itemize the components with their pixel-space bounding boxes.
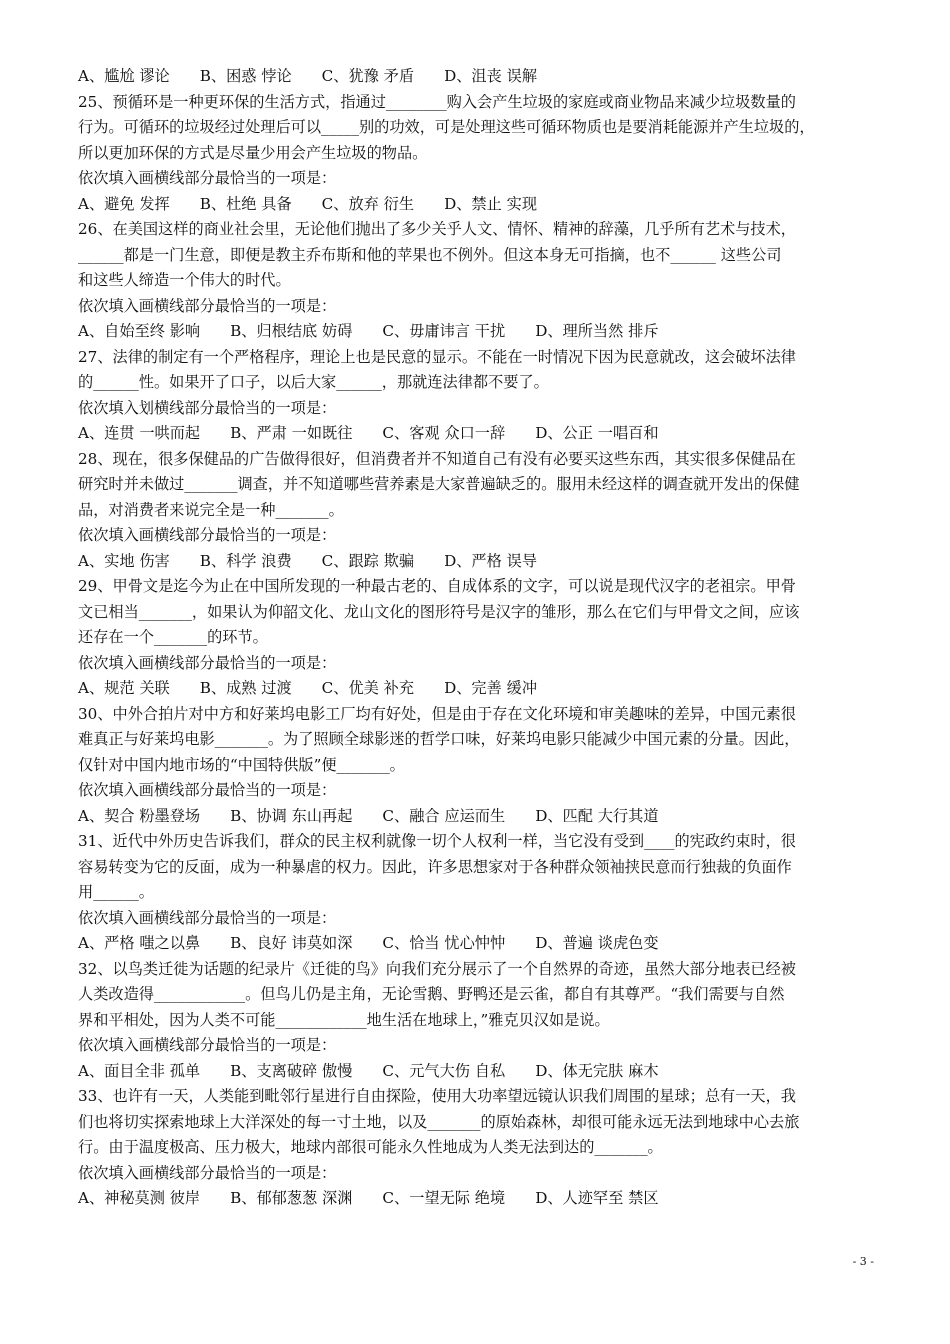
page-number: - 3 - bbox=[852, 1255, 874, 1268]
option: C、毋庸讳言 干扰 bbox=[382, 322, 506, 340]
question-text: 还存在一个_______的环节。 bbox=[78, 628, 268, 646]
q28-options bbox=[78, 549, 878, 575]
question-text: 文已相当_______，如果认为仰韶文化、龙山文化的图形符号是汉字的雏形，那么在它们与甲骨文之间，应该 bbox=[78, 602, 800, 621]
q33-options bbox=[78, 1186, 878, 1212]
question-text: 30、中外合拍片对中方和好莱坞电影工厂均有好处，但是由于存在文化环境和审美趣味的差异，中国元素很 bbox=[78, 704, 796, 723]
option: A、自始至终 影响 bbox=[78, 322, 201, 340]
option: D、人迹罕至 禁区 bbox=[535, 1189, 659, 1207]
option: C、元气大伤 自私 bbox=[382, 1061, 506, 1080]
option: C、客观 众口一辞 bbox=[382, 424, 506, 442]
question-text: 的______性。如果开了口子，以后大家______，那就连法律都不要了。 bbox=[78, 373, 549, 391]
option: D、体无完肤 麻木 bbox=[535, 1061, 659, 1080]
option: C、放弃 衍生 bbox=[321, 194, 415, 213]
question-text: 品，对消费者来说完全是一种_______。 bbox=[78, 500, 344, 519]
option: A、严格 嗤之以鼻 bbox=[78, 934, 201, 952]
question-text: 27、法律的制定有一个严格程序，理论上也是民意的显示。不能在一时情况下因为民意就改，这会破坏法律 bbox=[78, 347, 796, 366]
option: A、连贯 一哄而起 bbox=[78, 424, 201, 442]
option: D、完善 缓冲 bbox=[444, 679, 538, 697]
document-page bbox=[78, 64, 878, 1212]
question-text: 用______。 bbox=[78, 883, 154, 901]
question-text: 界和平相处，因为人类不可能____________地生活在地球上，”雅克贝汉如是说。 bbox=[78, 1010, 610, 1029]
question-text: 28、现在，很多保健品的广告做得很好，但消费者并不知道自己有没有必要买这些东西，其实很多保健品在 bbox=[78, 449, 796, 468]
question-prompt: 依次填入画横线部分最恰当的一项是： bbox=[78, 781, 337, 799]
q29-options bbox=[78, 676, 878, 702]
option: C、融合 应运而生 bbox=[382, 806, 506, 825]
option: A、实地 伤害 bbox=[78, 551, 170, 570]
option: A、规范 关联 bbox=[78, 679, 170, 697]
option: C、恰当 忧心忡忡 bbox=[382, 934, 506, 952]
option: B、严肃 一如既往 bbox=[230, 424, 353, 442]
option: C、一望无际 绝境 bbox=[382, 1189, 506, 1207]
question-text: 人类改造得____________。但鸟儿仍是主角，无论雪鹅、野鸭还是云雀，都自有其尊严。“我们需要与自然 bbox=[78, 985, 785, 1003]
q25-options bbox=[78, 192, 878, 218]
option: C、跟踪 欺骗 bbox=[321, 551, 415, 570]
question-text: 行。由于温度极高、压力极大，地球内部很可能永久性地成为人类无法到达的_______。 bbox=[78, 1138, 663, 1156]
option: C、优美 补充 bbox=[321, 679, 415, 697]
option: D、严格 误导 bbox=[444, 551, 538, 570]
option: B、困惑 悖论 bbox=[199, 67, 292, 85]
option: B、成熟 过渡 bbox=[199, 679, 292, 697]
q32-options bbox=[78, 1059, 878, 1085]
option: D、匹配 大行其道 bbox=[535, 806, 659, 825]
option: D、禁止 实现 bbox=[444, 194, 538, 213]
option: A、契合 粉墨登场 bbox=[78, 806, 201, 825]
question-prompt: 依次填入画横线部分最恰当的一项是： bbox=[78, 296, 337, 315]
question-text: 29、甲骨文是迄今为止在中国所发现的一种最古老的、自成体系的文字，可以说是现代汉字的老祖宗。甲骨 bbox=[78, 577, 796, 595]
question-prompt: 依次填入画横线部分最恰当的一项是： bbox=[78, 653, 337, 672]
option: B、支离破碎 傲慢 bbox=[230, 1061, 353, 1080]
question-text: 研究时并未做过_______调查，并不知道哪些营养素是大家普遍缺乏的。服用未经这样的调查就开发出的保健 bbox=[78, 475, 800, 493]
question-text: 33、也许有一天，人类能到毗邻行星进行自由探险，使用大功率望远镜认识我们周围的星球；总有一天，我 bbox=[78, 1087, 796, 1105]
question-text: ______都是一门生意，即便是教主乔布斯和他的苹果也不例外。但这本身无可指摘，也不______ 这些公司 bbox=[78, 245, 782, 264]
question-text: 行为。可循环的垃圾经过处理后可以_____别的功效，可是处理这些可循环物质也是要消耗能源并产生垃圾的， bbox=[78, 118, 815, 136]
option: A、尴尬 谬论 bbox=[78, 67, 170, 85]
question-text: 32、以鸟类迁徙为话题的纪录片《迁徙的鸟》向我们充分展示了一个自然界的奇迹，虽然大部分地表已经被 bbox=[78, 959, 796, 978]
option: A、避免 发挥 bbox=[78, 194, 170, 213]
question-prompt: 依次填入画横线部分最恰当的一项是： bbox=[78, 1036, 337, 1054]
q24-options bbox=[78, 64, 878, 90]
option: B、科学 浪费 bbox=[199, 551, 292, 570]
question-prompt: 依次填入画横线部分最恰当的一项是： bbox=[78, 526, 337, 544]
question-prompt: 依次填入划横线部分最恰当的一项是： bbox=[78, 398, 337, 417]
option: B、杜绝 具备 bbox=[199, 194, 292, 213]
question-text: 仅针对中国内地市场的“中国特供版”便_______。 bbox=[78, 755, 405, 774]
question-prompt: 依次填入画横线部分最恰当的一项是： bbox=[78, 908, 337, 927]
question-text: 26、在美国这样的商业社会里，无论他们抛出了多少关乎人文、情怀、精神的辞藻，几乎所有艺术与技术， bbox=[78, 220, 796, 238]
option: B、归根结底 妨碍 bbox=[230, 322, 353, 340]
question-text: 难真正与好莱坞电影_______。为了照顾全球影迷的哲学口味，好莱坞电影只能减少中国元素的分量。因此， bbox=[78, 730, 800, 748]
q27-options bbox=[78, 421, 878, 447]
q30-options bbox=[78, 804, 878, 830]
option: B、良好 讳莫如深 bbox=[230, 934, 353, 952]
option: C、犹豫 矛盾 bbox=[321, 67, 415, 85]
question-text: 和这些人缔造一个伟大的时代。 bbox=[78, 271, 291, 289]
question-text: 25、预循环是一种更环保的生活方式，指通过________购入会产生垃圾的家庭或商业物品来减少垃圾数量的 bbox=[78, 92, 796, 111]
option: D、理所当然 排斥 bbox=[535, 322, 659, 340]
option: A、神秘莫测 彼岸 bbox=[78, 1189, 201, 1207]
question-prompt: 依次填入画横线部分最恰当的一项是： bbox=[78, 169, 337, 187]
option: B、郁郁葱葱 深渊 bbox=[230, 1189, 353, 1207]
q31-options bbox=[78, 931, 878, 957]
option: D、沮丧 误解 bbox=[444, 67, 538, 85]
question-prompt: 依次填入画横线部分最恰当的一项是： bbox=[78, 1163, 337, 1182]
option: D、普遍 谈虎色变 bbox=[535, 934, 659, 952]
question-text: 们也将切实探索地球上大洋深处的每一寸土地，以及_______的原始森林，却很可能永远无法到地球中心去旅 bbox=[78, 1112, 800, 1131]
option: D、公正 一唱百和 bbox=[535, 424, 659, 442]
question-text: 31、近代中外历史告诉我们，群众的民主权利就像一切个人权利一样，当它没有受到____的宪政约束时，很 bbox=[78, 832, 796, 850]
question-text: 所以更加环保的方式是尽量少用会产生垃圾的物品。 bbox=[78, 143, 428, 162]
question-text: 容易转变为它的反面，成为一种暴虐的权力。因此，许多思想家对于各种群众领袖挟民意而行独裁的负面作 bbox=[78, 857, 792, 876]
option: B、协调 东山再起 bbox=[230, 806, 353, 825]
option: A、面目全非 孤单 bbox=[78, 1061, 201, 1080]
q26-options bbox=[78, 319, 878, 345]
